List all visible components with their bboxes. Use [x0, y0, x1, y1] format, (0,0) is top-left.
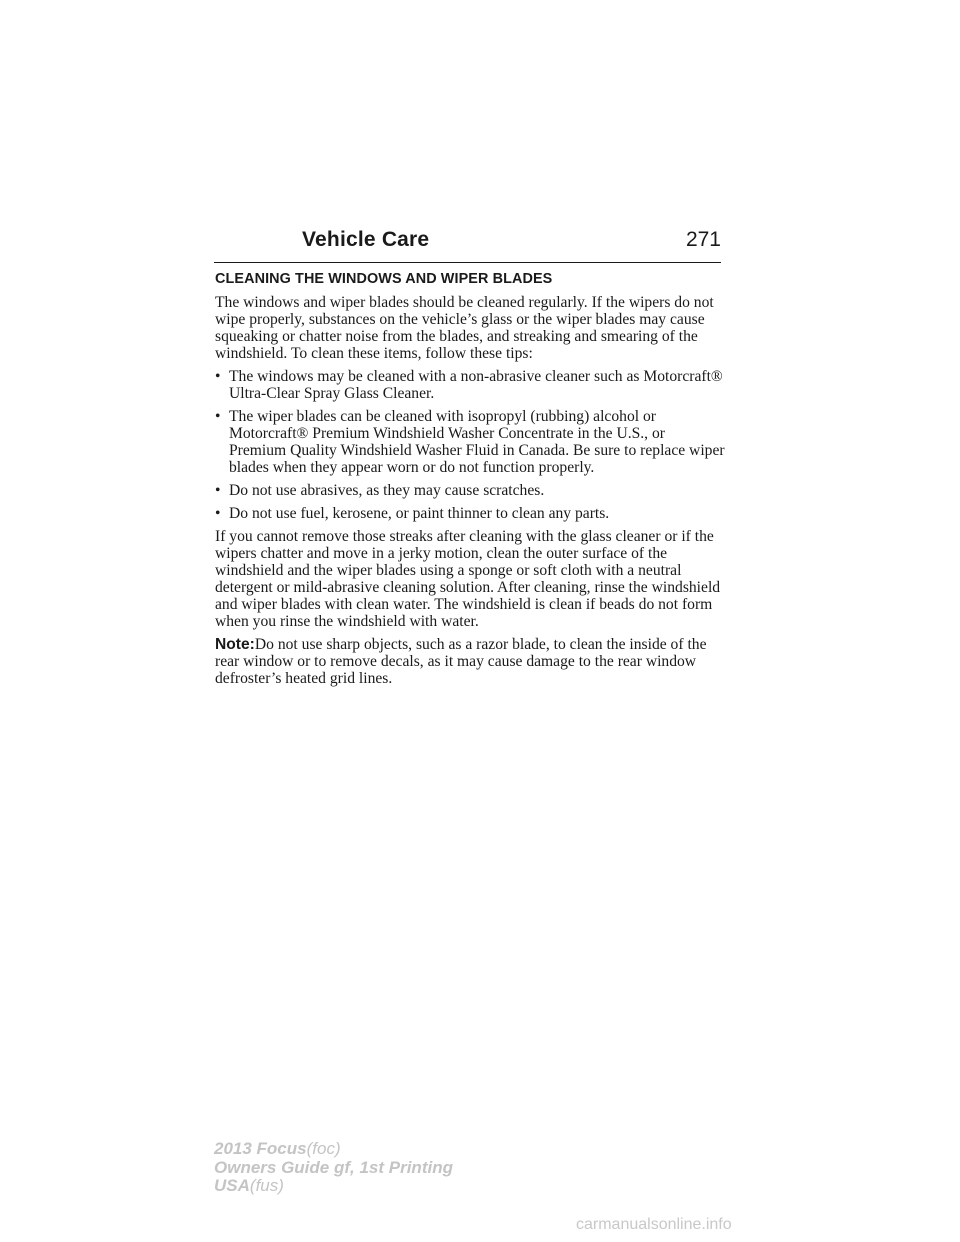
- section-title: CLEANING THE WINDOWS AND WIPER BLADES: [215, 271, 553, 287]
- bullet-icon: •: [215, 368, 221, 385]
- document-footer: [214, 1140, 453, 1196]
- note-text: Do not use sharp objects, such as a razor blade, to clean the inside of the rear window or to remove decals, as it may cause damage to the rear window defroster’s heated grid lines.: [215, 636, 707, 687]
- bullet-icon: •: [215, 482, 221, 499]
- footer-line-model: [214, 1140, 453, 1159]
- page-number: 271: [685, 228, 721, 251]
- footer-model: 2013 Focus: [214, 1139, 307, 1158]
- note-label: Note:: [215, 636, 255, 653]
- list-item-text: Do not use fuel, kerosene, or paint thinner to clean any parts.: [229, 505, 610, 522]
- footer-guide: Owners Guide gf, 1st Printing: [214, 1157, 453, 1177]
- footer-model-code: (foc): [306, 1139, 341, 1158]
- footer-market: USA: [214, 1176, 250, 1195]
- tips-list: [215, 368, 725, 522]
- list-item: [215, 482, 725, 499]
- bullet-icon: •: [215, 505, 221, 522]
- list-item-text: The wiper blades can be cleaned with isopropyl (rubbing) alcohol or Motorcraft® Premium Windshield Washer Concentrate in the U.S., or Premium Quality Windshield Washer Fluid in Canada. Be sure to replace wiper blades when they appear worn or do not function properly.: [229, 408, 725, 476]
- watermark-text: carmanualsonline.info: [576, 1216, 732, 1233]
- note-paragraph: [215, 636, 725, 687]
- cleaning-paragraph: If you cannot remove those streaks after cleaning with the glass cleaner or if the wipers chatter and move in a jerky motion, clean the outer surface of the windshield and the wiper blades using a sponge or soft cloth with a neutral detergent or mild-abrasive cleaning solution. After cleaning, rinse the windshield and wiper blades with clean water. The windshield is clean if beads do not form when you rinse the windshield with water.: [215, 528, 721, 630]
- page-content: [215, 270, 725, 693]
- list-item: [215, 408, 725, 476]
- list-item: [215, 368, 725, 402]
- list-item-text: Do not use abrasives, as they may cause scratches.: [229, 482, 545, 499]
- footer-market-code: (fus): [249, 1176, 284, 1195]
- list-item-text: The windows may be cleaned with a non-abrasive cleaner such as Motorcraft® Ultra-Clear Spray Glass Cleaner.: [229, 368, 723, 402]
- bullet-icon: •: [215, 408, 221, 425]
- intro-paragraph: The windows and wiper blades should be cleaned regularly. If the wipers do not wipe properly, substances on the vehicle’s glass or the wiper blades may cause squeaking or chatter noise from the blades, and streaking and smearing of the windshield. To clean these items, follow these tips:: [215, 294, 714, 362]
- footer-line-market: [214, 1177, 453, 1196]
- page-header: [214, 228, 721, 263]
- section-heading: Vehicle Care: [302, 228, 430, 251]
- list-item: [215, 505, 725, 522]
